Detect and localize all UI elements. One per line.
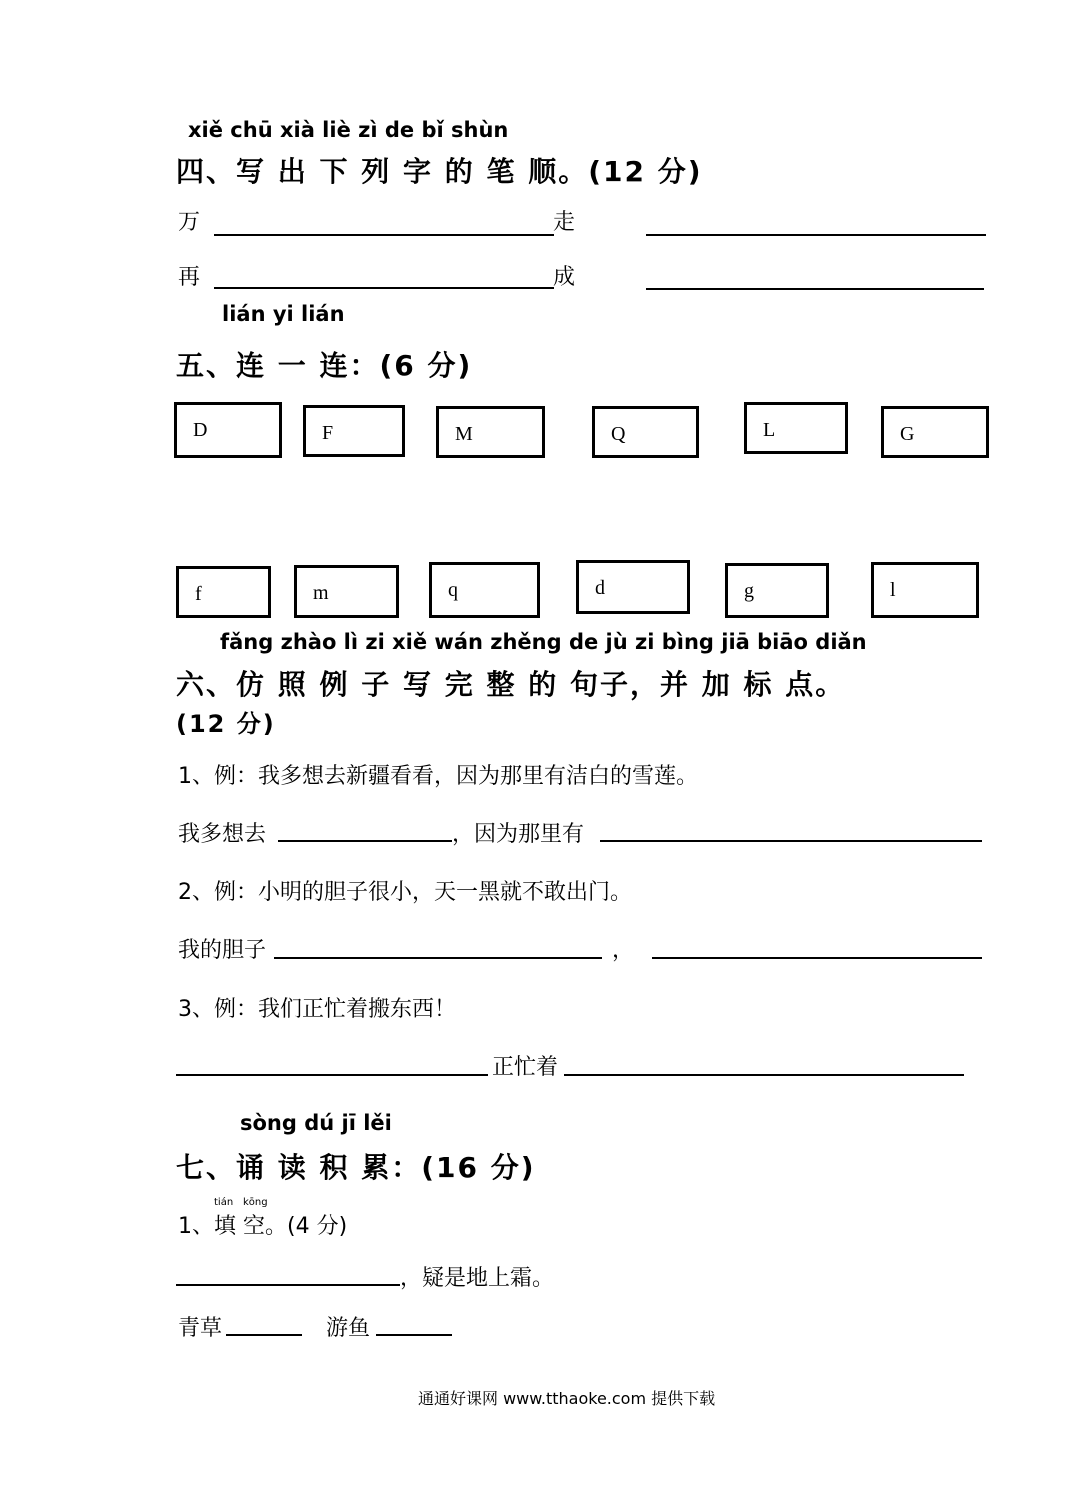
char-cheng: 成 [553,265,576,290]
ex1-prefix: 我多想去 [178,822,267,847]
poem-line: ，疑是地上霜。 [400,1266,555,1291]
example-3: 3、例：我们正忙着搬东西！ [178,997,456,1022]
letter-label: Q [611,423,626,445]
letter-label: l [890,579,896,601]
ex1-answer-line-2[interactable] [600,840,982,842]
example-2: 2、例：小明的胆子很小，天一黑就不敢出门。 [178,880,632,905]
section5-pinyin: lián yi lián [222,302,345,326]
letter-label: D [193,419,208,441]
section5-title: 五、连 一 连：(6 分) [176,349,473,382]
char-zai: 再 [178,265,201,290]
stroke-answer-line-3[interactable] [214,287,554,289]
section4-title: 四、写 出 下 列 字 的 笔 顺。(12 分) [176,155,703,188]
section7-title: 七、诵 读 积 累：(16 分) [176,1151,536,1184]
q1-line [178,1197,348,1240]
stroke-answer-line-2[interactable] [646,234,986,236]
ex1-middle: ，因为那里有 [452,822,585,847]
word-youyu: 游鱼 [326,1316,371,1341]
stroke-answer-line-1[interactable] [214,234,554,236]
pinyin-kong: kōng [243,1197,268,1208]
letter-box-lower[interactable] [871,562,979,618]
q1-char-kong [243,1197,268,1240]
letter-label: M [455,423,473,445]
char-kong: 空 [243,1214,266,1239]
ex3-answer-line-1[interactable] [176,1074,488,1076]
letter-box-upper[interactable] [436,406,545,458]
ex2-answer-line-2[interactable] [652,957,982,959]
footer-text: 通通好课网 www.tthaoke.com 提供下载 [418,1389,716,1408]
letter-label: f [195,583,202,605]
word-answer-line-1[interactable] [226,1334,302,1336]
letter-box-upper[interactable] [744,402,848,454]
ex1-answer-line-1[interactable] [278,840,452,842]
letter-label: d [595,577,605,599]
letter-label: q [448,579,458,601]
letter-box-lower[interactable] [725,563,829,618]
letter-label: F [322,422,334,444]
section6-title: 六、仿 照 例 子 写 完 整 的 句子，并 加 标 点。 [176,668,846,701]
section6-pinyin: fǎng zhào lì zi xiě wán zhěng de jù zi bìng jiā biāo diǎn [220,630,867,654]
letter-box-lower[interactable] [294,565,399,618]
q1-char-tian [214,1197,237,1240]
letter-label: L [763,419,776,441]
pinyin-tian: tián [214,1197,234,1208]
letter-label: G [900,423,915,445]
letter-box-upper[interactable] [881,406,989,458]
ex3-answer-line-2[interactable] [564,1074,964,1076]
letter-box-upper[interactable] [303,405,405,457]
char-wan: 万 [178,210,201,235]
q1-rest: 。(4 分) [265,1214,348,1239]
word-answer-line-2[interactable] [376,1334,452,1336]
section7-pinyin: sòng dú jī lěi [240,1111,392,1135]
letter-label: m [313,582,329,604]
ex2-answer-line-1[interactable] [274,957,602,959]
letter-box-lower[interactable] [176,566,271,618]
letter-box-upper[interactable] [592,406,699,458]
poem-answer-line[interactable] [176,1284,400,1286]
word-qingcao: 青草 [178,1316,223,1341]
letter-label: g [744,580,754,602]
q1-prefix: 1、 [178,1214,214,1239]
section4-pinyin: xiě chū xià liè zì de bǐ shùn [188,118,509,142]
example-1: 1、例：我多想去新疆看看，因为那里有洁白的雪莲。 [178,764,698,789]
letter-box-lower[interactable] [429,562,540,618]
section6-score: (12 分) [176,710,276,738]
letter-box-lower[interactable] [576,560,690,614]
stroke-answer-line-4[interactable] [646,288,984,290]
ex2-prefix: 我的胆子 [178,938,267,963]
char-tian: 填 [214,1214,237,1239]
ex3-middle: 正忙着 [492,1055,559,1080]
ex2-comma: ， [612,938,635,963]
letter-box-upper[interactable] [174,402,282,458]
char-zou: 走 [553,210,576,235]
